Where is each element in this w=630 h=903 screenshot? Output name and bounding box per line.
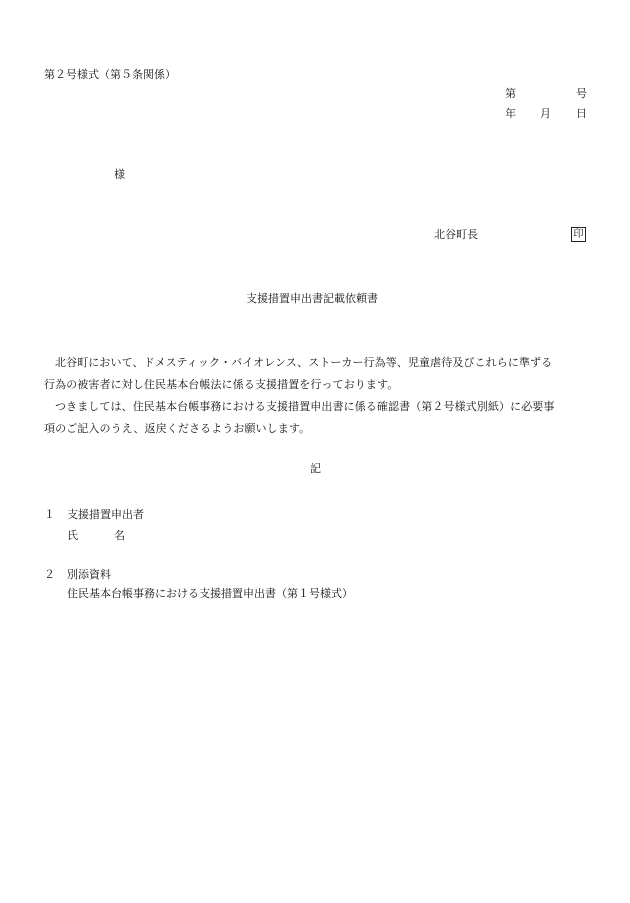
seal-box: 印 xyxy=(571,227,586,242)
item-2-number: ２ xyxy=(44,568,55,581)
addressee-suffix: 様 xyxy=(114,168,125,181)
document-number-prefix: 第 xyxy=(505,87,516,100)
body-line-4: 項のご記入のうえ、返戻くださるようお願いします。 xyxy=(44,422,311,435)
note-heading: 記 xyxy=(310,462,321,475)
form-label: 第２号様式（第５条関係） xyxy=(44,68,176,81)
item-1-sub-a: 氏 xyxy=(67,529,78,542)
item-1-number: １ xyxy=(44,508,55,521)
body-paragraph xyxy=(44,352,592,440)
item-1-label: 支援措置申出者 xyxy=(67,508,144,521)
body-line-1: 北谷町において、ドメスティック・バイオレンス、ストーカー行為等、児童虐待及びこれらに準ずる xyxy=(55,356,553,369)
date-year: 年 xyxy=(505,107,516,120)
item-1-sub-b: 名 xyxy=(114,529,125,542)
item-2-label: 別添資料 xyxy=(67,568,111,581)
sender-title: 北谷町長 xyxy=(434,228,478,241)
body-line-3: つきましては、住民基本台帳事務における支援措置申出書に係る確認書（第２号様式別紙）に必要事 xyxy=(55,400,555,413)
document-number-suffix: 号 xyxy=(576,87,587,100)
seal-mark xyxy=(571,227,586,242)
date-month: 月 xyxy=(540,107,551,120)
document-title: 支援措置申出書記載依頼書 xyxy=(246,292,378,305)
date-day: 日 xyxy=(576,107,587,120)
item-2-sub-text: 住民基本台帳事務における支援措置申出書（第１号様式） xyxy=(67,587,353,600)
body-line-2: 行為の被害者に対し住民基本台帳法に係る支援措置を行っております。 xyxy=(44,378,399,391)
